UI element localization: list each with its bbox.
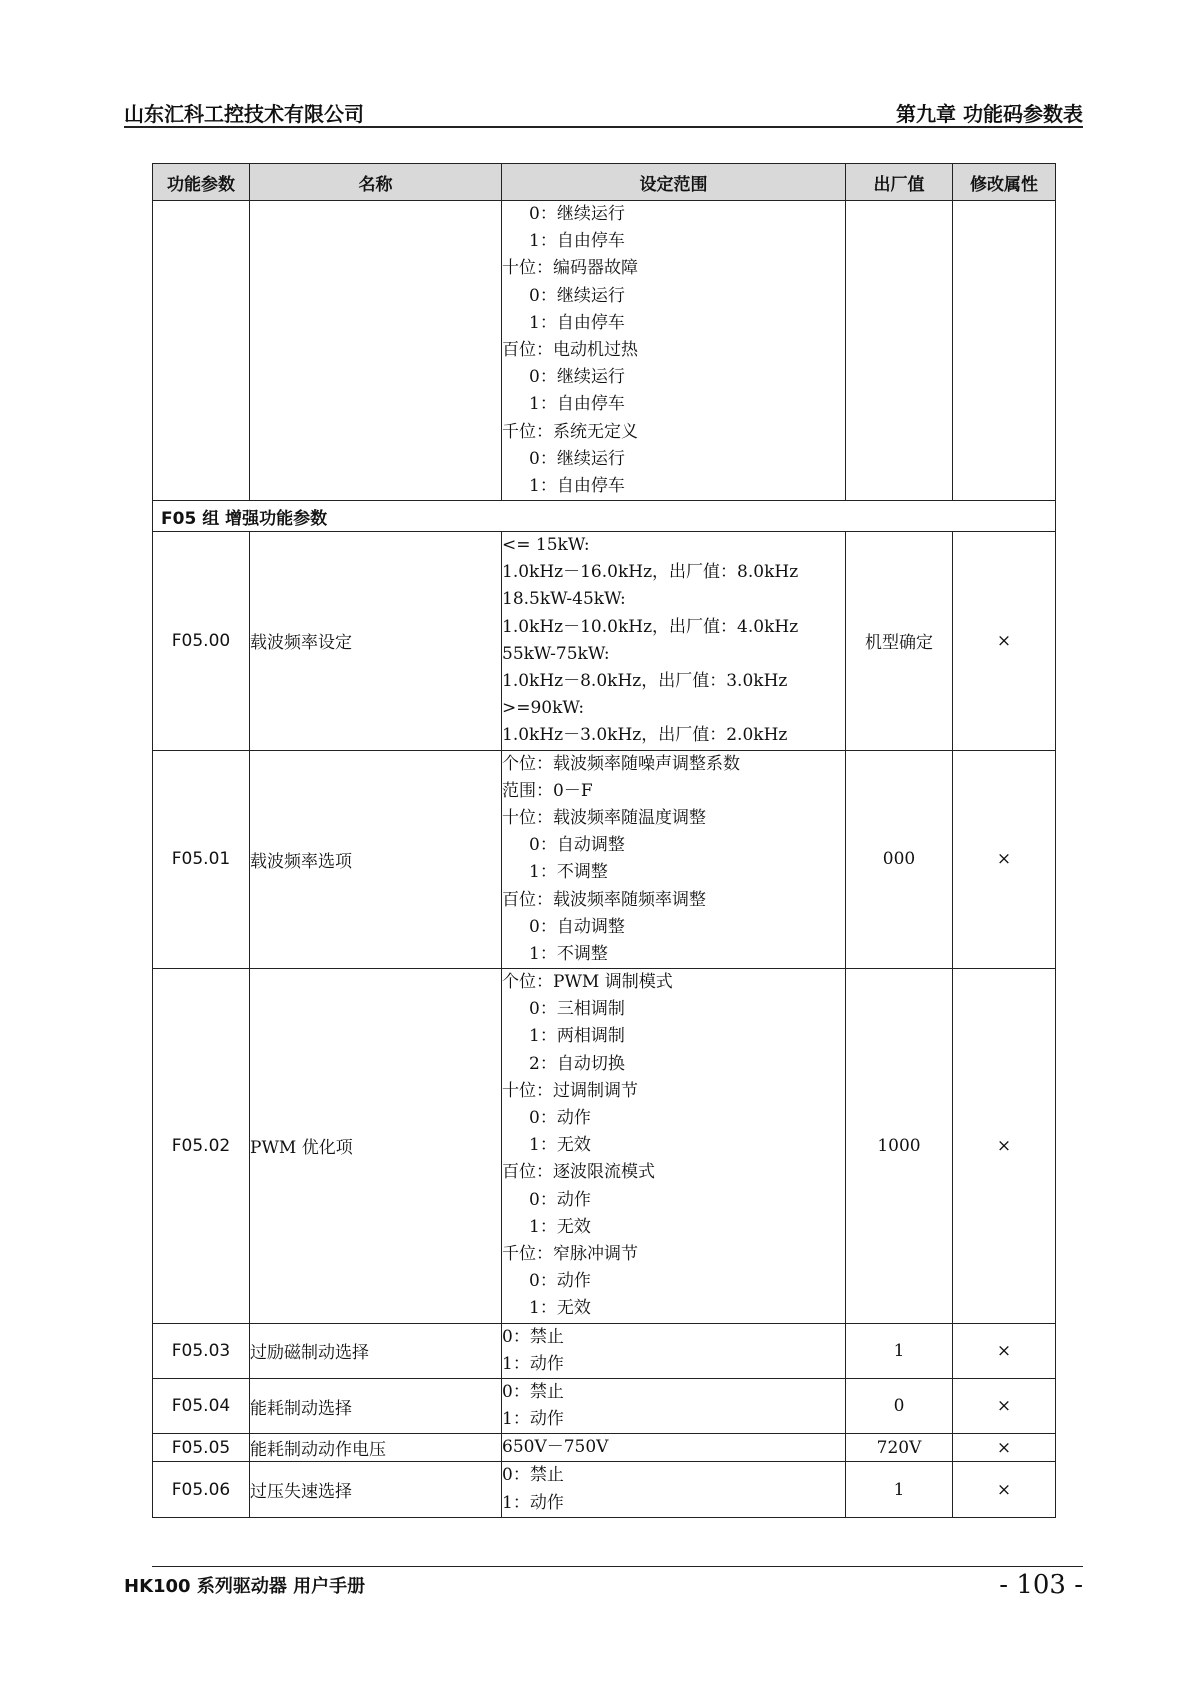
range-line: 千位：系统无定义 xyxy=(502,421,638,442)
footer-title: HK100 系列驱动器 用户手册 xyxy=(124,1576,366,1597)
range-line: 1.0kHz－3.0kHz，出厂值：2.0kHz xyxy=(502,725,788,746)
range-line: <= 15kW: xyxy=(502,535,590,556)
param-name: PWM 优化项 xyxy=(250,969,502,1323)
param-name: 能耗制动选择 xyxy=(250,1378,502,1433)
modify-attr: × xyxy=(953,1434,1056,1462)
param-name: 载波频率选项 xyxy=(250,750,502,969)
page-number: - 103 - xyxy=(999,1570,1083,1600)
range-line: 0：继续运行 xyxy=(529,367,625,388)
modify-attr: × xyxy=(953,969,1056,1323)
range-cell xyxy=(502,201,846,501)
range-cell xyxy=(502,1323,846,1378)
range-cell xyxy=(502,1378,846,1433)
default-cell xyxy=(846,201,953,501)
default-value: 000 xyxy=(846,750,953,969)
range-line: 1.0kHz－16.0kHz，出厂值：8.0kHz xyxy=(502,562,799,583)
range-line: 55kW-75kW: xyxy=(502,643,610,664)
range-line: 0：动作 xyxy=(529,1189,591,1210)
range-line: 18.5kW-45kW: xyxy=(502,589,626,610)
param-code: F05.06 xyxy=(153,1462,250,1517)
table-row xyxy=(153,532,1056,751)
range-line: 十位：过调制调节 xyxy=(502,1080,638,1101)
param-name: 过压失速选择 xyxy=(250,1462,502,1517)
param-code: F05.05 xyxy=(153,1434,250,1462)
name-cell xyxy=(250,201,502,501)
col-header-default: 出厂值 xyxy=(846,164,953,201)
range-line: 1：动作 xyxy=(502,1353,564,1374)
range-line: 1：动作 xyxy=(502,1409,564,1430)
col-header-attr: 修改属性 xyxy=(953,164,1056,201)
default-value: 1 xyxy=(846,1323,953,1378)
range-cell xyxy=(502,1434,846,1462)
group-row xyxy=(153,501,1056,532)
range-cell xyxy=(502,532,846,751)
range-line: 0：继续运行 xyxy=(529,448,625,469)
param-code: F05.00 xyxy=(153,532,250,751)
param-code: F05.01 xyxy=(153,750,250,969)
range-line: 1：两相调制 xyxy=(529,1026,625,1047)
range-line: 1：无效 xyxy=(529,1298,591,1319)
table-row xyxy=(153,1378,1056,1433)
range-line: 2：自动切换 xyxy=(529,1053,625,1074)
param-code: F05.03 xyxy=(153,1323,250,1378)
range-line: 个位：载波频率随噪声调整系数 xyxy=(502,753,740,774)
range-cell xyxy=(502,1462,846,1517)
param-code: F05.02 xyxy=(153,969,250,1323)
attr-cell xyxy=(953,201,1056,501)
range-line: 1.0kHz－10.0kHz，出厂值：4.0kHz xyxy=(502,616,799,637)
range-line: 1：不调整 xyxy=(529,943,608,964)
table-header-row xyxy=(153,164,1056,201)
table-row xyxy=(153,1434,1056,1462)
range-line: 百位：电动机过热 xyxy=(502,339,638,360)
col-header-code: 功能参数 xyxy=(153,164,250,201)
default-value: 0 xyxy=(846,1378,953,1433)
range-line: 0：继续运行 xyxy=(529,285,625,306)
modify-attr: × xyxy=(953,1462,1056,1517)
code-cell xyxy=(153,201,250,501)
table-row xyxy=(153,750,1056,969)
range-line: 0：动作 xyxy=(529,1271,591,1292)
range-line: >=90kW: xyxy=(502,698,585,719)
group-title: F05 组 增强功能参数 xyxy=(153,501,1056,532)
param-name: 过励磁制动选择 xyxy=(250,1323,502,1378)
param-name: 能耗制动动作电压 xyxy=(250,1434,502,1462)
range-line: 百位：载波频率随频率调整 xyxy=(502,889,706,910)
parameter-table xyxy=(152,163,1056,1518)
range-line: 范围：0－F xyxy=(502,780,593,801)
range-line: 千位：窄脉冲调节 xyxy=(502,1243,638,1264)
col-header-name: 名称 xyxy=(250,164,502,201)
param-name: 载波频率设定 xyxy=(250,532,502,751)
range-line: 0：禁止 xyxy=(502,1381,564,1402)
default-value: 1 xyxy=(846,1462,953,1517)
default-value: 机型确定 xyxy=(846,532,953,751)
range-line: 0：动作 xyxy=(529,1108,591,1128)
range-line: 十位：载波频率随温度调整 xyxy=(502,807,706,828)
table-row xyxy=(153,969,1056,1323)
range-line: 0：禁止 xyxy=(502,1326,564,1347)
range-line: 1：不调整 xyxy=(529,862,608,883)
range-line: 1：自由停车 xyxy=(529,475,625,496)
footer-rule xyxy=(152,1566,1083,1567)
range-line: 个位：PWM 调制模式 xyxy=(502,972,673,993)
default-value: 720V xyxy=(846,1434,953,1462)
range-line: 0：三相调制 xyxy=(529,999,625,1020)
range-line: 1：自由停车 xyxy=(529,394,625,415)
table-row xyxy=(153,1323,1056,1378)
range-cell xyxy=(502,969,846,1323)
range-line: 1：无效 xyxy=(529,1135,591,1156)
range-line: 0：自动调整 xyxy=(529,916,625,937)
range-line: 1：自由停车 xyxy=(529,231,625,252)
range-line: 1：动作 xyxy=(502,1492,564,1513)
col-header-range: 设定范围 xyxy=(502,164,846,201)
default-value: 1000 xyxy=(846,969,953,1323)
header-chapter: 第九章 功能码参数表 xyxy=(896,102,1083,126)
header-company: 山东汇科工控技术有限公司 xyxy=(124,102,364,126)
modify-attr: × xyxy=(953,750,1056,969)
param-code: F05.04 xyxy=(153,1378,250,1433)
range-line: 650V－750V xyxy=(502,1437,609,1458)
range-line: 0：禁止 xyxy=(502,1465,564,1486)
table-row xyxy=(153,1462,1056,1517)
range-cell xyxy=(502,750,846,969)
range-line: 1.0kHz－8.0kHz，出厂值：3.0kHz xyxy=(502,671,788,691)
modify-attr: × xyxy=(953,1378,1056,1433)
range-line: 0：继续运行 xyxy=(529,204,625,224)
range-line: 十位：编码器故障 xyxy=(502,258,638,279)
modify-attr: × xyxy=(953,1323,1056,1378)
table-row-continuation xyxy=(153,201,1056,501)
header-rule xyxy=(124,126,1083,128)
range-line: 1：无效 xyxy=(529,1216,591,1237)
range-line: 百位：逐波限流模式 xyxy=(502,1162,655,1183)
range-line: 0：自动调整 xyxy=(529,835,625,856)
modify-attr: × xyxy=(953,532,1056,751)
range-line: 1：自由停车 xyxy=(529,312,625,333)
